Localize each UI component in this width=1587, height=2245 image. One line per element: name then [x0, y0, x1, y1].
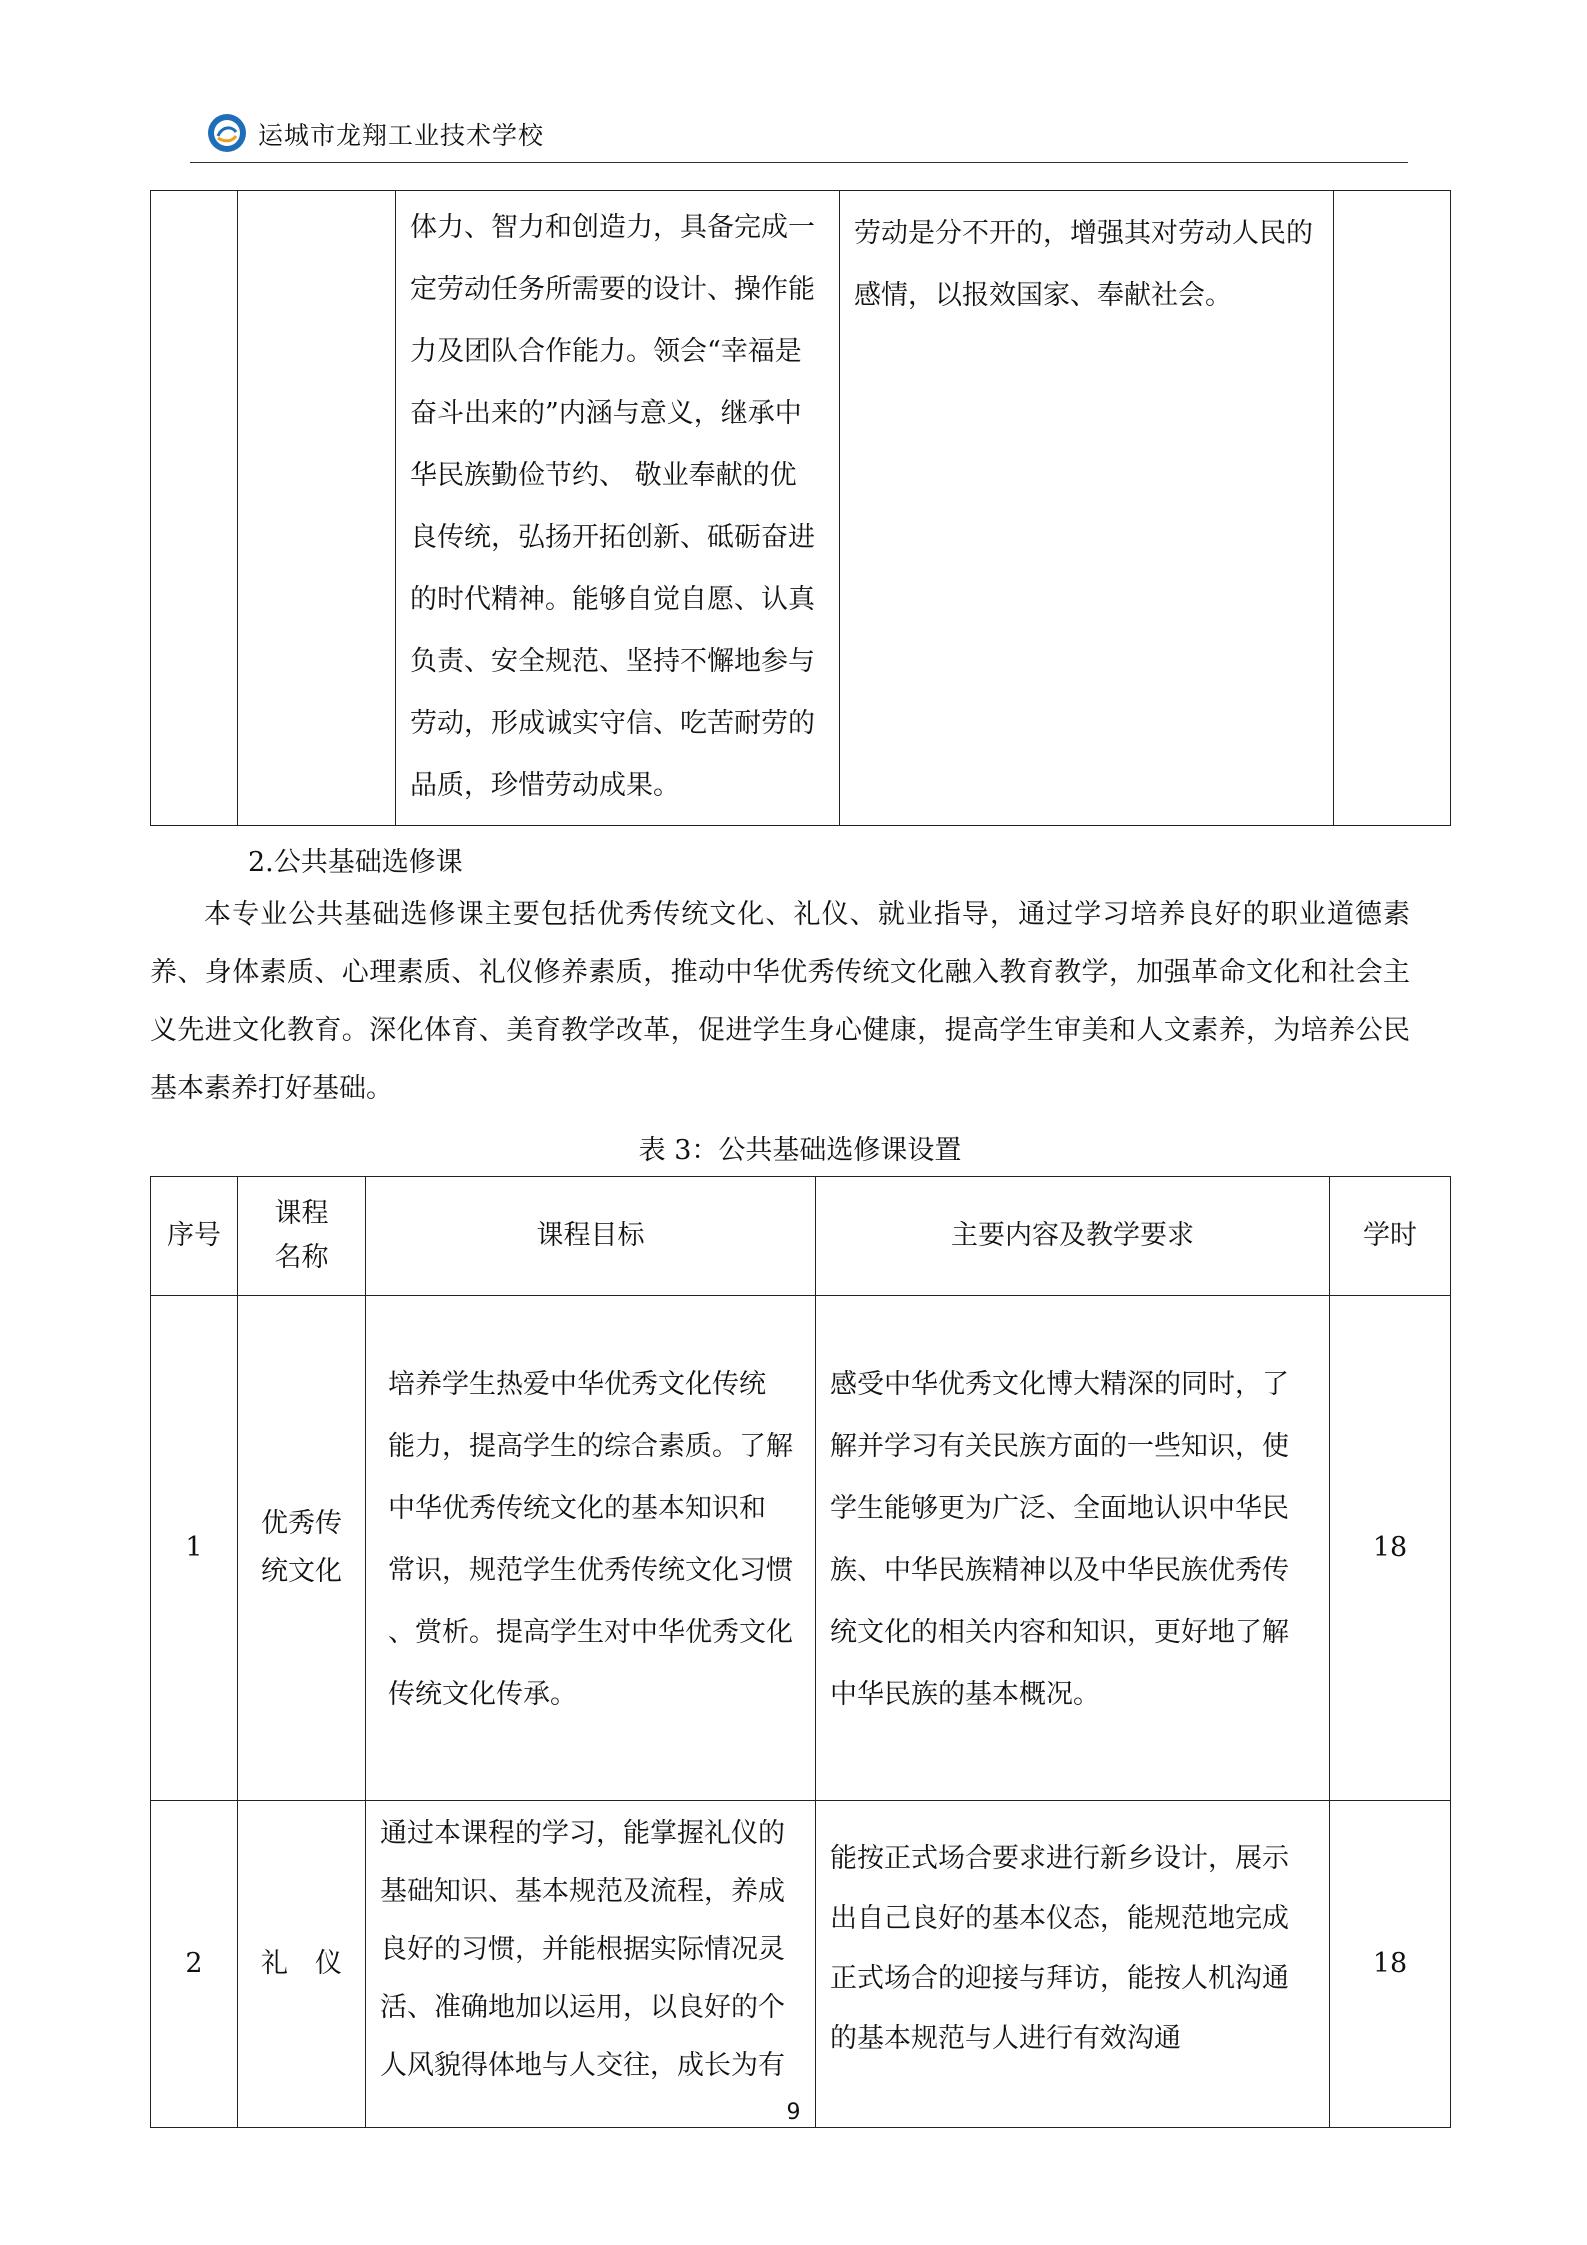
table-row [151, 1801, 1451, 2128]
header-seq: 序号 [151, 1177, 238, 1296]
name-cell: 优秀传 统文化 [238, 1296, 366, 1801]
name-cell [238, 191, 396, 826]
table-header-row [151, 1177, 1451, 1296]
header-objective: 课程目标 [366, 1177, 816, 1296]
table-row [151, 191, 1451, 826]
section-paragraph: 本专业公共基础选修课主要包括优秀传统文化、礼仪、就业指导，通过学习培养良好的职业道德素养、身体素质、心理素质、礼仪修养素质，推动中华优秀传统文化融入教育教学，加强革命文化和社会主义先进文化教育。深化体育、美育教学改革，促进学生身心健康，提高学生审美和人文素养，为培养公民基本素养打好基础。 [150, 899, 1410, 1104]
hours-cell: 18 [1330, 1296, 1451, 1801]
header-hours: 学时 [1330, 1177, 1451, 1296]
seq-cell: 2 [151, 1801, 238, 2128]
page-number: 9 [786, 2100, 801, 2125]
school-name: 运城市龙翔工业技术学校 [258, 121, 545, 150]
name-cell: 礼 仪 [238, 1801, 366, 2128]
objective-cell [396, 191, 840, 826]
table-caption: 表 3：公共基础选修课设置 [638, 1135, 962, 1166]
table-row [151, 1296, 1451, 1801]
page-header [190, 110, 1408, 163]
header-name: 课程 名称 [238, 1177, 366, 1296]
content-cell: 感受中华优秀文化博大精深的同时，了 解并学习有关民族方面的一些知识，使 学生能够更为广泛、全面地认识中华民 族、中华民族精神以及中华民族优秀传 统文化的相关内容和知识，更好地了解 中华民族的基本概况。 [816, 1296, 1330, 1801]
seq-cell: 1 [151, 1296, 238, 1801]
content-cell: 能按正式场合要求进行新乡设计，展示 出自己良好的基本仪态，能规范地完成 正式场合的迎接与拜访，能按人机沟通 的基本规范与人进行有效沟通 [816, 1801, 1330, 2128]
continued-table [150, 190, 1451, 826]
objective-text: 体力、智力和创造力，具备完成一 定劳动任务所需要的设计、操作能 力及团队合作能力。领会“幸福是 奋斗出来的”内涵与意义，继承中 华民族勤俭节约、 敬业奉献的优 良传统，弘扬开拓创新、砥砺奋进 的时代精神。能够自觉自愿、认真 负责、安全规范、坚持不懈地参与 劳动，形成诚实守信、吃苦耐劳的 品质，珍惜劳动成果。 [410, 212, 815, 801]
objective-cell: 通过本课程的学习，能掌握礼仪的 基础知识、基本规范及流程，养成 良好的习惯，并能根据实际情况灵 活、准确地加以运用，以良好的个 人风貌得体地与人交往，成长为有 [366, 1801, 816, 2128]
hours-cell: 18 [1330, 1801, 1451, 2128]
school-logo-icon [206, 112, 248, 154]
hours-cell [1334, 191, 1451, 826]
course-table [150, 1176, 1451, 2128]
header-content: 主要内容及教学要求 [816, 1177, 1330, 1296]
objective-cell: 培养学生热爱中华优秀文化传统 能力，提高学生的综合素质。了解 中华优秀传统文化的基本知识和 常识，规范学生优秀传统文化习惯 、赏析。提高学生对中华优秀文化 传统文化传承。 [366, 1296, 816, 1801]
section-heading: 2.公共基础选修课 [248, 847, 463, 878]
seq-cell [151, 191, 238, 826]
content-text: 劳动是分不开的，增强其对劳动人民的 感情，以报效国家、奉献社会。 [854, 218, 1313, 311]
content-cell [840, 191, 1334, 826]
